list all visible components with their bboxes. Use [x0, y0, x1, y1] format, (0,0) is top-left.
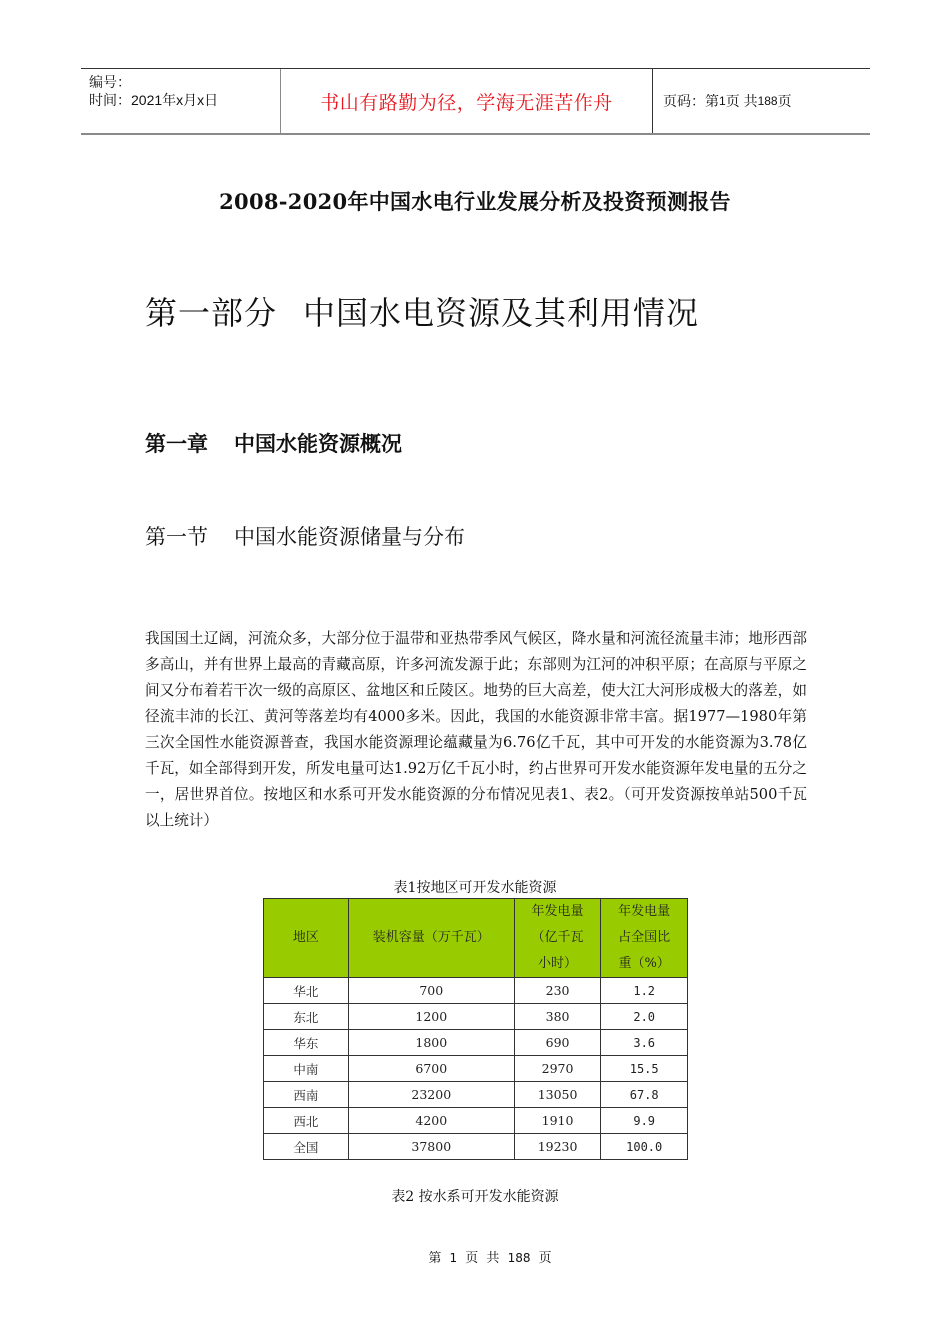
cell-generation: 13050 — [514, 1082, 601, 1108]
section-label: 第一节 — [145, 525, 208, 549]
cell-share: 100.0 — [601, 1134, 688, 1160]
column-header-generation — [514, 899, 601, 978]
table-header-row — [264, 899, 688, 978]
cell-capacity: 700 — [348, 978, 514, 1004]
table1-regional-hydro-resources — [263, 898, 688, 1160]
section-title: 中国水能资源储量与分布 — [234, 525, 465, 549]
cell-share: 15.5 — [601, 1056, 688, 1082]
column-header-share — [601, 899, 688, 978]
cell-generation: 2970 — [514, 1056, 601, 1082]
cell-region: 中南 — [264, 1056, 349, 1082]
date-label: 时间：2021年x月x日 — [89, 92, 219, 108]
cell-generation: 690 — [514, 1030, 601, 1056]
chapter-heading — [145, 428, 402, 458]
cell-region: 华东 — [264, 1030, 349, 1056]
part-heading — [145, 288, 699, 334]
cell-generation: 380 — [514, 1004, 601, 1030]
body-paragraph: 我国国土辽阔，河流众多，大部分位于温带和亚热带季风气候区，降水量和河流径流量丰沛；地形西部多高山，并有世界上最高的青藏高原，许多河流发源于此；东部则为江河的冲积平原；在高原与平原之间又分布着若干次一级的高原区、盆地区和丘陵区。地势的巨大高差，使大江大河形成极大的落差，如径流丰沛的长江、黄河等落差均有4000多米。因此，我国的水能资源非常丰富。据1977—1980年第三次全国性水能资源普查，我国水能资源理论蕴藏量为6.76亿千瓦，其中可开发的水能资源为3.78亿千瓦，如全部得到开发，所发电量可达1.92万亿千瓦小时，约占世界可开发水能资源年发电量的五分之一，居世界首位。按地区和水系可开发水能资源的分布情况见表1、表2。（可开发资源按单站500千瓦以上统计） — [145, 630, 807, 829]
cell-share: 2.0 — [601, 1004, 688, 1030]
cell-share: 1.2 — [601, 978, 688, 1004]
report-title: 2008-2020年中国水电行业发展分析及投资预测报告 — [219, 189, 731, 214]
table-row — [264, 978, 688, 1004]
cell-region: 全国 — [264, 1134, 349, 1160]
table-row — [264, 1030, 688, 1056]
cell-region: 西南 — [264, 1082, 349, 1108]
cell-generation: 1910 — [514, 1108, 601, 1134]
cell-capacity: 4200 — [348, 1108, 514, 1134]
header-page-info — [653, 69, 870, 133]
chapter-label: 第一章 — [145, 432, 208, 456]
table-row — [264, 1082, 688, 1108]
table1-caption: 表1按地区可开发水能资源 — [393, 880, 557, 896]
cell-share: 67.8 — [601, 1082, 688, 1108]
cell-capacity: 37800 — [348, 1134, 514, 1160]
cell-region: 华北 — [264, 978, 349, 1004]
footer-mid: 页 共 — [465, 1251, 500, 1266]
cell-capacity: 6700 — [348, 1056, 514, 1082]
page-info-suffix: 页 — [777, 93, 792, 109]
page-current: 1 — [719, 94, 726, 108]
header-motto: 书山有路勤为径，学海无涯苦作舟 — [281, 69, 653, 133]
cell-capacity: 23200 — [348, 1082, 514, 1108]
column-header-generation-text: 年发电量（亿千瓦小时） — [531, 904, 584, 971]
footer-suffix: 页 — [538, 1251, 552, 1266]
serial-number-label: 编号： — [89, 74, 131, 90]
cell-share: 9.9 — [601, 1108, 688, 1134]
section-heading — [145, 521, 465, 551]
page-header — [81, 68, 870, 135]
table-row — [264, 1108, 688, 1134]
part-label: 第一部分 — [145, 294, 278, 332]
cell-capacity: 1200 — [348, 1004, 514, 1030]
chapter-title: 中国水能资源概况 — [234, 432, 402, 456]
page-info-prefix: 页码：第 — [663, 93, 719, 109]
part-title: 中国水电资源及其利用情况 — [303, 294, 700, 332]
page-total: 188 — [757, 94, 778, 108]
cell-capacity: 1800 — [348, 1030, 514, 1056]
column-header-share-text: 年发电量占全国比重（%） — [618, 904, 671, 971]
cell-region: 西北 — [264, 1108, 349, 1134]
cell-generation: 19230 — [514, 1134, 601, 1160]
table2-caption: 表2 按水系可开发水能资源 — [391, 1189, 559, 1205]
table-row — [264, 1056, 688, 1082]
column-header-region: 地区 — [264, 899, 349, 978]
page-footer — [0, 1247, 950, 1266]
footer-current-page: 1 — [449, 1251, 458, 1265]
table-row — [264, 1004, 688, 1030]
cell-generation: 230 — [514, 978, 601, 1004]
cell-share: 3.6 — [601, 1030, 688, 1056]
footer-prefix: 第 — [428, 1251, 442, 1266]
table-row-total — [264, 1134, 688, 1160]
page-info-mid: 页 共 — [725, 93, 758, 109]
footer-total-pages: 188 — [507, 1251, 531, 1265]
cell-region: 东北 — [264, 1004, 349, 1030]
header-meta — [81, 69, 281, 133]
column-header-capacity: 装机容量（万千瓦） — [348, 899, 514, 978]
